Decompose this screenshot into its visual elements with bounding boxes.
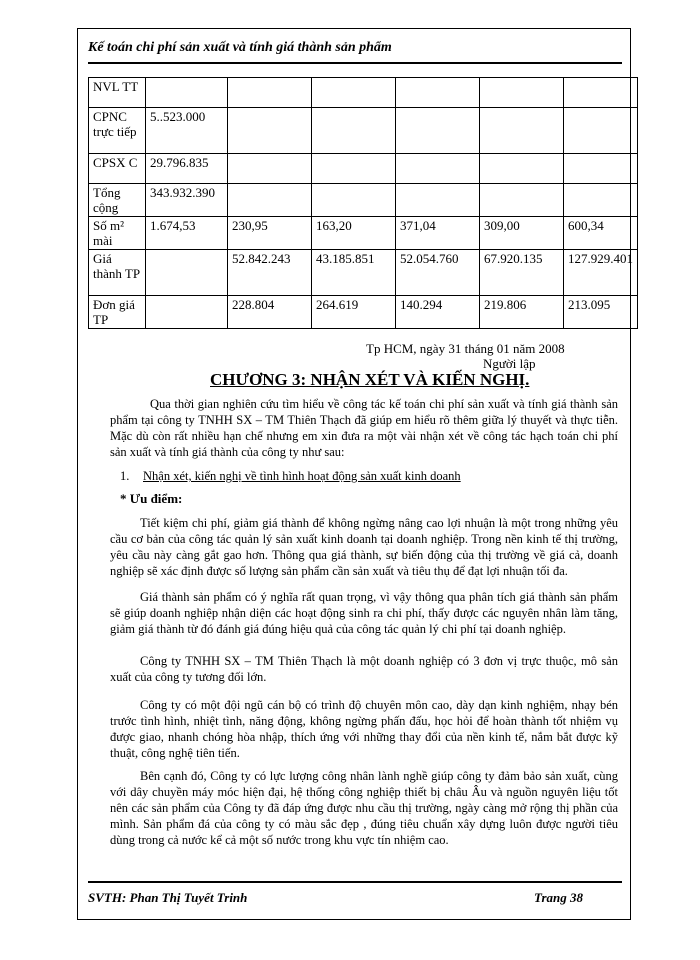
chapter-title: CHƯƠNG 3: NHẬN XÉT VÀ KIẾN NGHỊ. [210,370,530,389]
table-row [89,154,638,184]
row-label: CPSX C [89,154,146,184]
page-header: Kế toán chi phí sản xuất và tính giá thành sản phẩm [88,40,392,55]
table-cell [564,154,638,184]
table-cell: 600,34 [564,217,638,250]
table-cell [312,108,396,154]
table-row [89,78,638,108]
section-title: Nhận xét, kiến nghị về tình hình hoạt động sản xuất kinh doanh [143,469,461,483]
advantages-heading: * Ưu điểm: [120,491,183,506]
table-cell: 163,20 [312,217,396,250]
table-cell [312,184,396,217]
table-cell [480,154,564,184]
table-cell: 264.619 [312,296,396,329]
table-cell [396,78,480,108]
table-cell: 343.932.390 [146,184,228,217]
table-cell: 29.796.835 [146,154,228,184]
table-cell: 309,00 [480,217,564,250]
table-cell: 127.929.401 [564,250,638,296]
paragraph-2: Giá thành sản phẩm có ý nghĩa rất quan trọng, vì vậy thông qua phân tích giá thành sản phẩm sẽ giúp doanh nghiệp nhận diện các hoạt động sinh ra chi phí, thấy được các nguyên nhân làm tăng, giảm giá thành từ đó đánh giá đúng hiệu quả của công tác quản lý chi phí tại doanh nghiệp. [110,590,618,636]
table-cell [480,184,564,217]
table-cell [312,154,396,184]
intro-paragraph: Qua thời gian nghiên cứu tìm hiểu về công tác kế toán chi phí sản xuất và tính giá thành sản phẩm tại công ty TNHH SX – TM Thiên Thạch đã giúp em hiểu rõ thêm giữa lý thuyết và thực tiễn. Mặc dù còn rất nhiều hạn chế nhưng em xin đưa ra một vài nhận xét về công tác hạch toán chi phí sản xuất và tính giá thành của công ty như sau: [110,397,618,459]
table-cell [480,108,564,154]
table-cell [312,78,396,108]
row-label: Giá thành TP [89,250,146,296]
paragraph-3: Công ty TNHH SX – TM Thiên Thạch là một doanh nghiệp có 3 đơn vị trực thuộc, mô sản xuất của công ty tương đối lớn. [110,654,618,684]
signature-date: Tp HCM, ngày 31 tháng 01 năm 2008 [366,341,565,356]
row-label: Số m² mài [89,217,146,250]
footer-page-number: Trang 38 [534,890,583,905]
table-cell [146,78,228,108]
table-cell: 67.920.135 [480,250,564,296]
table-cell [564,184,638,217]
table-cell: 52.842.243 [228,250,312,296]
signature-role: Người lập [483,356,536,371]
table-row [89,108,638,154]
cost-table [88,77,638,329]
table-cell [228,154,312,184]
table-row [89,184,638,217]
table-cell: 5..523.000 [146,108,228,154]
table-row [89,296,638,329]
table-cell [396,108,480,154]
table-cell [146,250,228,296]
table-cell: 228.804 [228,296,312,329]
table-cell [228,184,312,217]
table-cell [564,78,638,108]
table-cell [480,78,564,108]
table-cell: 230,95 [228,217,312,250]
table-cell: 371,04 [396,217,480,250]
table-row [89,250,638,296]
table-cell [228,78,312,108]
paragraph-5: Bên cạnh đó, Công ty có lực lượng công nhân lành nghề giúp công ty đảm bảo sản xuất, cùng với dây chuyền máy móc hiện đại, hệ thống công nghiệp thiết bị châu Âu và nguồn nguyên liệu tốt nên các sản phẩm của Công ty đã đáp ứng được nhu cầu thị trường, ngày càng mở rộng thị phần của mình. Sản phẩm đá của công ty có màu sắc đẹp , đúng tiêu chuẩn xây dựng luôn được người tiêu dùng trong cả nước kể cả một số nước trong khu vực tín nhiệm cao. [110,769,618,847]
table-cell: 213.095 [564,296,638,329]
paragraph-1: Tiết kiệm chi phí, giảm giá thành để không ngừng nâng cao lợi nhuận là một trong những yêu cầu cơ bản của công tác quản lý sản xuất kinh doanh tại doanh nghiệp. Trong nền kinh tế thị trường, yêu cầu này càng gắt gao hơn. Thông qua giá thành, sự biến động của thị trường về giá cả, doanh nghiệp sẽ xác định được số lượng sản phẩm cần sản xuất và tiêu thụ để đạt lợi nhuận tối đa. [110,516,618,578]
table-row [89,217,638,250]
section-number: 1. [120,469,130,483]
paragraph-4: Công ty có một đội ngũ cán bộ có trình độ chuyên môn cao, dày dạn kinh nghiệm, nhạy bén trước tình hình, nhiệt tình, năng động, không ngừng phấn đấu, học hỏi để hoàn thành tốt nhiệm vụ được giao, nhanh chóng hòa nhập, thích ứng với những thay đổi của nền kinh tế, nắm bắt được kỹ thuật, công nghệ tiên tiến. [110,698,618,760]
footer-rule [88,881,622,883]
table-cell [564,108,638,154]
table-cell: 52.054.760 [396,250,480,296]
table-cell [146,296,228,329]
header-rule [88,62,622,64]
row-label: CPNC trực tiếp [89,108,146,154]
table-cell: 43.185.851 [312,250,396,296]
table-cell: 140.294 [396,296,480,329]
table-cell [396,184,480,217]
table-cell [228,108,312,154]
row-label: Đơn giá TP [89,296,146,329]
row-label: NVL TT [89,78,146,108]
table-cell [396,154,480,184]
table-cell: 219.806 [480,296,564,329]
row-label: Tổng cộng [89,184,146,217]
table-cell: 1.674,53 [146,217,228,250]
footer-author: SVTH: Phan Thị Tuyết Trinh [88,890,248,905]
